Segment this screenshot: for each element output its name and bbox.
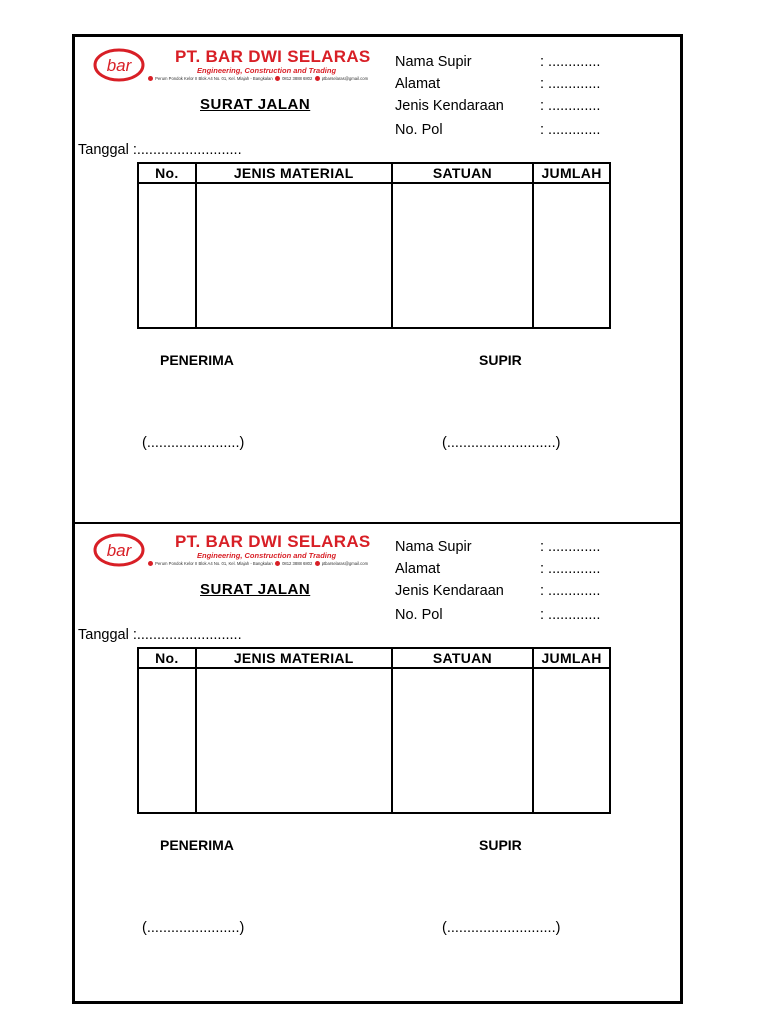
company-logo-icon: [93, 48, 145, 82]
material-table: [137, 162, 611, 329]
material-table: [137, 647, 611, 814]
cell-no[interactable]: [138, 183, 196, 328]
cell-quantity[interactable]: [533, 183, 610, 328]
surat-jalan-form: [75, 519, 686, 1004]
driver-name-value: : .............: [540, 54, 601, 70]
plate-number-value: : .............: [540, 607, 601, 623]
phone-icon: [275, 76, 280, 81]
plate-number-label: No. Pol: [395, 122, 443, 138]
company-address: Perum Pondok Kelor II Blok A4 No. 01, Kel. Mlajah - Bangkalan: [155, 76, 273, 81]
location-icon: [148, 561, 153, 566]
svg-text:bar: bar: [106, 541, 132, 560]
vehicle-type-value: : .............: [540, 583, 601, 599]
company-header: [155, 47, 395, 82]
table-header-row: [138, 163, 610, 183]
table-header-row: [138, 648, 610, 668]
driver-label: SUPIR: [479, 837, 522, 853]
company-email: ptbarselaras@gmail.com: [321, 76, 369, 81]
company-phone: 0812 3888 6802: [282, 76, 313, 81]
company-logo-icon: [93, 533, 145, 567]
address-value: : .............: [540, 561, 601, 577]
cell-unit[interactable]: [392, 668, 533, 813]
company-contact: [147, 75, 395, 82]
company-address: Perum Pondok Kelor II Blok A4 No. 01, Kel. Mlajah - Bangkalan: [155, 561, 273, 566]
driver-label: SUPIR: [479, 352, 522, 368]
table-row: [138, 183, 610, 328]
driver-signature-line: (...........................): [442, 920, 561, 936]
address-value: : .............: [540, 76, 601, 92]
address-label: Alamat: [395, 561, 441, 577]
company-name: PT. BAR DWI SELARAS: [175, 47, 371, 66]
column-header-quantity: JUMLAH: [533, 163, 610, 183]
surat-jalan-form: [75, 34, 686, 519]
receiver-label: PENERIMA: [160, 837, 234, 853]
company-name: PT. BAR DWI SELARAS: [175, 532, 371, 551]
vehicle-type-label: Jenis Kendaraan: [395, 583, 504, 599]
svg-text:bar: bar: [106, 56, 132, 75]
cell-no[interactable]: [138, 668, 196, 813]
email-icon: [315, 561, 320, 566]
cell-unit[interactable]: [392, 183, 533, 328]
vehicle-type-value: : .............: [540, 98, 601, 114]
company-header: [155, 532, 395, 567]
column-header-unit: SATUAN: [392, 648, 533, 668]
cell-material[interactable]: [196, 668, 392, 813]
column-header-material: JENIS MATERIAL: [196, 163, 392, 183]
table-row: [138, 668, 610, 813]
driver-signature-line: (...........................): [442, 435, 561, 451]
company-tagline: Engineering, Construction and Trading: [197, 66, 337, 75]
date-field: Tanggal :..........................: [78, 142, 242, 158]
column-header-no: No.: [138, 163, 196, 183]
driver-name-value: : .............: [540, 539, 601, 555]
cell-material[interactable]: [196, 183, 392, 328]
receiver-signature-line: (.......................): [142, 920, 245, 936]
company-phone: 0812 3888 6802: [282, 561, 313, 566]
driver-name-label: Nama Supir: [395, 54, 472, 70]
document-title: SURAT JALAN: [200, 581, 311, 598]
column-header-quantity: JUMLAH: [533, 648, 610, 668]
phone-icon: [275, 561, 280, 566]
company-tagline: Engineering, Construction and Trading: [197, 551, 337, 560]
column-header-unit: SATUAN: [392, 163, 533, 183]
company-contact: [147, 560, 395, 567]
company-email: ptbarselaras@gmail.com: [321, 561, 369, 566]
email-icon: [315, 76, 320, 81]
vehicle-type-label: Jenis Kendaraan: [395, 98, 504, 114]
document-title: SURAT JALAN: [200, 96, 311, 113]
address-label: Alamat: [395, 76, 441, 92]
date-field: Tanggal :..........................: [78, 627, 242, 643]
receiver-label: PENERIMA: [160, 352, 234, 368]
cell-quantity[interactable]: [533, 668, 610, 813]
plate-number-value: : .............: [540, 122, 601, 138]
driver-name-label: Nama Supir: [395, 539, 472, 555]
column-header-material: JENIS MATERIAL: [196, 648, 392, 668]
column-header-no: No.: [138, 648, 196, 668]
receiver-signature-line: (.......................): [142, 435, 245, 451]
plate-number-label: No. Pol: [395, 607, 443, 623]
location-icon: [148, 76, 153, 81]
